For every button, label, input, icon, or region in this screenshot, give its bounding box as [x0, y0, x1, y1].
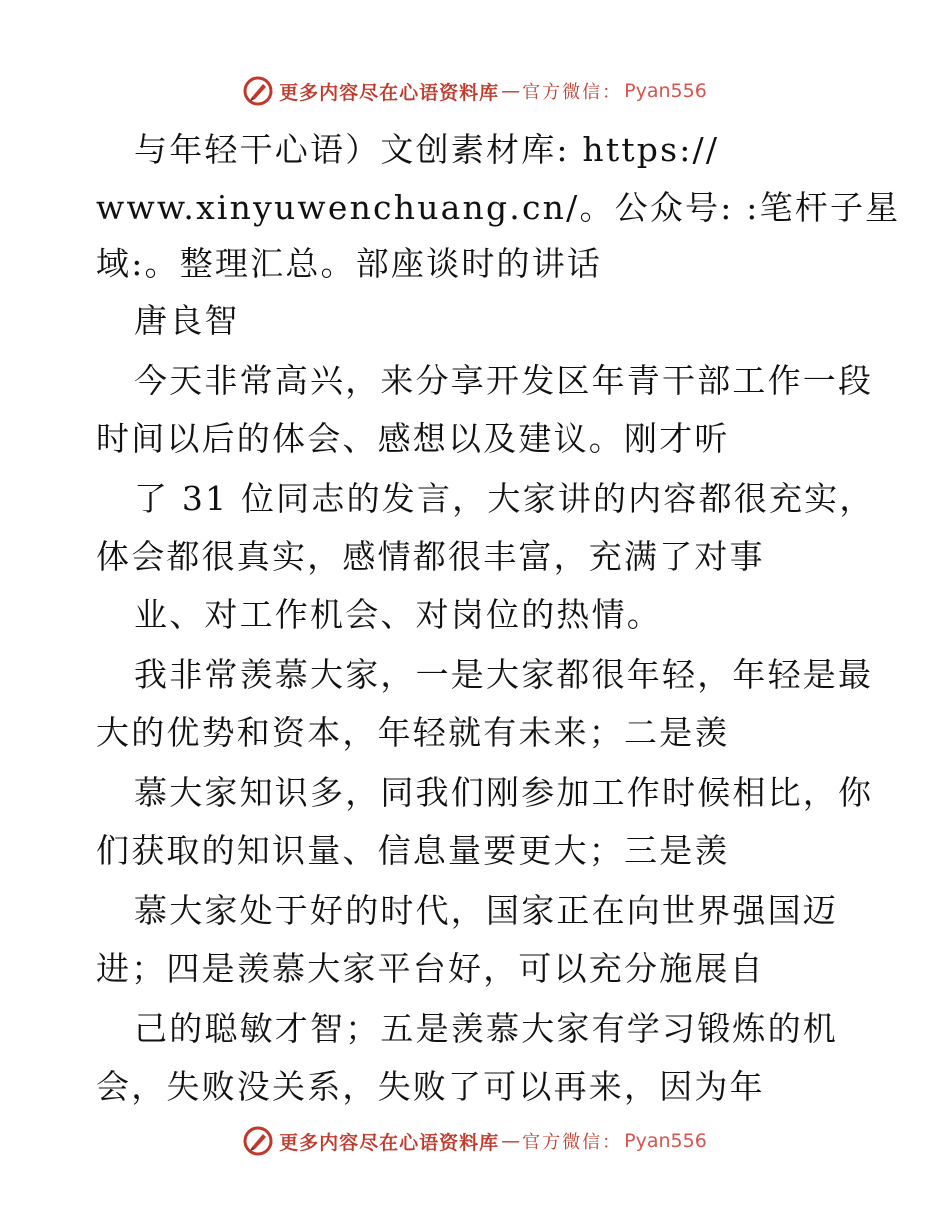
author-name: 唐良智 — [134, 301, 240, 340]
pen-logo-icon — [243, 1126, 273, 1156]
footer-banner — [0, 1121, 950, 1161]
banner-wechat-id: Pyan556 — [624, 80, 707, 102]
banner-dash: — — [501, 80, 521, 102]
text-line: 大的优势和资本，年轻就有未来；二是羡 — [96, 713, 730, 752]
banner-main-text: 更多内容尽在心语资料库 — [279, 81, 500, 104]
text-line: 我非常羡慕大家，一是大家都很年轻，年轻是最 — [134, 655, 874, 694]
text-line: 体会都很真实，感情都很丰富，充满了对事 — [96, 537, 765, 576]
text-line: 了 31 位同志的发言，大家讲的内容都很充实， — [134, 479, 875, 518]
text-line: 己的聪敏才智；五是羡慕大家有学习锻炼的机 — [134, 1009, 838, 1048]
text-line: 业、对工作机会、对岗位的热情。 — [134, 595, 662, 634]
text-line: www.xinyuwenchuang.cn/。公众号: :笔杆子星 — [96, 188, 901, 227]
text-line: 域:。整理汇总。部座谈时的讲话 — [96, 244, 603, 283]
text-line: 们获取的知识量、信息量要更大；三是羡 — [96, 831, 730, 870]
text-line: 时间以后的体会、感想以及建议。刚才听 — [96, 419, 730, 458]
pen-logo-icon — [243, 76, 273, 106]
text-line: 慕大家知识多，同我们刚参加工作时候相比，你 — [134, 773, 874, 812]
banner-official-label: 官方微信： — [522, 82, 623, 103]
banner-wechat-id: Pyan556 — [624, 1130, 707, 1152]
text-line: 与年轻干心语）文创素材库: https:// — [134, 130, 720, 169]
banner-official-label: 官方微信： — [522, 1132, 623, 1153]
text-line: 慕大家处于好的时代，国家正在向世界强国迈 — [134, 891, 838, 930]
header-banner — [0, 71, 950, 111]
text-line: 会，失败没关系，失败了可以再来，因为年 — [96, 1067, 765, 1106]
banner-main-text: 更多内容尽在心语资料库 — [279, 1131, 500, 1154]
banner-dash: — — [501, 1130, 521, 1152]
text-line: 今天非常高兴，来分享开发区年青干部工作一段 — [134, 361, 874, 400]
text-line: 进；四是羡慕大家平台好，可以充分施展自 — [96, 949, 765, 988]
